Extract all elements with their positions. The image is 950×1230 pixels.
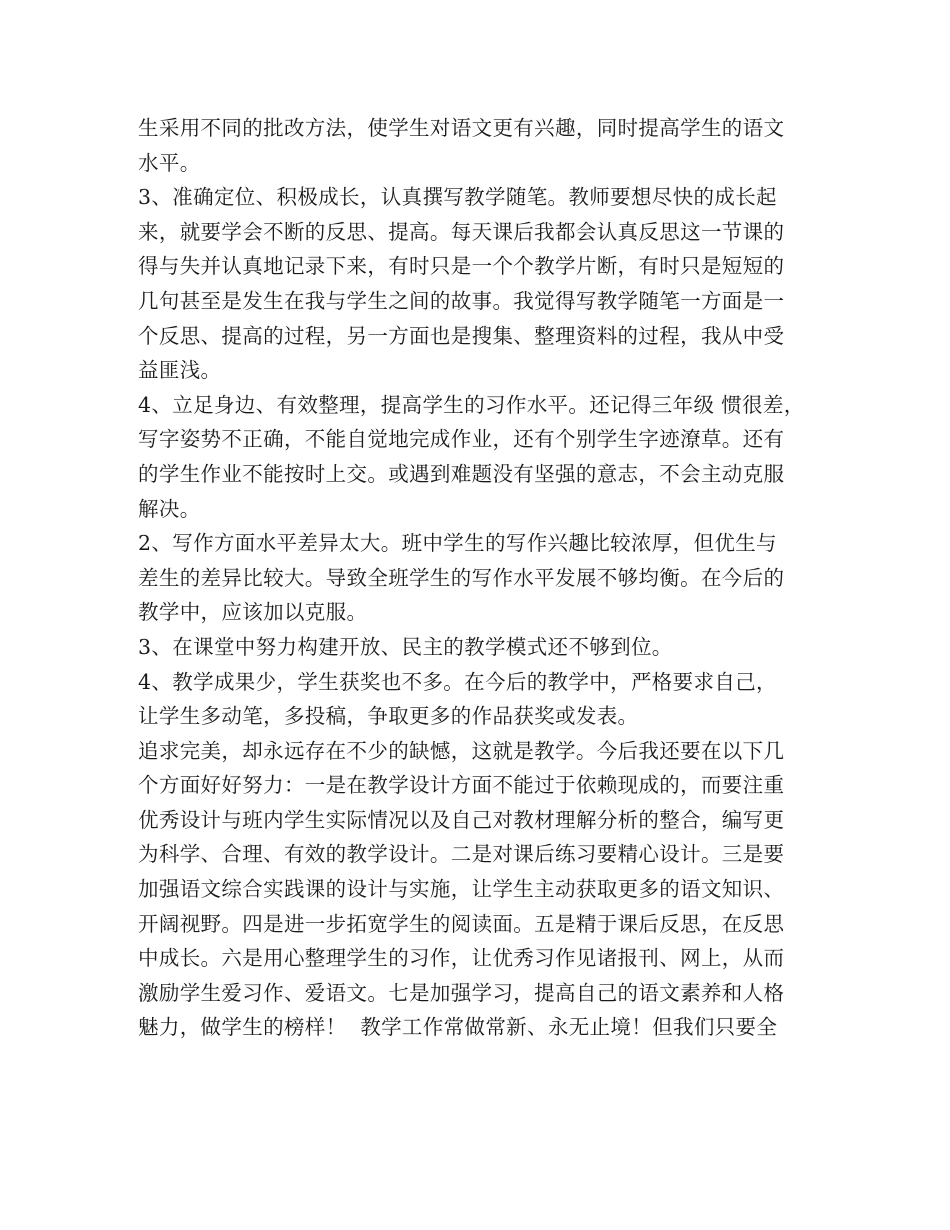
text-line: 优秀设计与班内学生实际情况以及自己对教材理解分析的整合，编写更	[138, 807, 785, 832]
text-line: 得与失并认真地记录下来，有时只是一个个教学片断，有时只是短短的	[138, 254, 785, 279]
text-line: 为科学、合理、有效的教学设计。二是对课后练习要精心设计。三是要	[138, 842, 785, 867]
text-line: 追求完美，却永远存在不少的缺憾，这就是教学。今后我还要在以下几	[138, 738, 785, 763]
text-line: 差生的差异比较大。导致全班学生的写作水平发展不够均衡。在今后的	[138, 565, 785, 590]
text-line: 2、写作方面水平差异太大。班中学生的写作兴趣比较浓厚，但优生与	[138, 531, 777, 556]
text-line: 魅力，做学生的榜样！ 教学工作常做常新、永无止境！但我们只要全	[138, 1015, 778, 1040]
text-line: 开阔视野。四是进一步拓宽学生的阅读面。五是精于课后反思，在反思	[138, 911, 785, 936]
text-line: 教学中，应该加以克服。	[138, 600, 368, 625]
text-line: 中成长。六是用心整理学生的习作，让优秀习作见诸报刊、网上，从而	[138, 946, 785, 971]
text-line: 3、在课堂中努力构建开放、民主的教学模式还不够到位。	[138, 634, 673, 659]
text-line: 益匪浅。	[138, 358, 222, 383]
text-line: 的学生作业不能按时上交。或遇到难题没有坚强的意志，不会主动克服	[138, 461, 785, 486]
text-line: 激励学生爱习作、爱语文。七是加强学习，提高自己的语文素养和人格	[138, 980, 785, 1005]
text-line: 几句甚至是发生在我与学生之间的故事。我觉得写教学随笔一方面是一	[138, 288, 785, 313]
text-line: 3、准确定位、积极成长，认真撰写教学随笔。教师要想尽快的成长起	[138, 185, 777, 210]
text-line: 4、立足身边、有效整理，提高学生的习作水平。还记得三年级 惯很差，	[138, 392, 805, 417]
text-line: 个方面好好努力：一是在教学设计方面不能过于依赖现成的，而要注重	[138, 773, 785, 798]
text-line: 让学生多动笔，多投稿，争取更多的作品获奖或发表。	[138, 704, 639, 729]
text-line: 个反思、提高的过程，另一方面也是搜集、整理资料的过程，我从中受	[138, 323, 785, 348]
text-line: 加强语文综合实践课的设计与实施，让学生主动获取更多的语文知识、	[138, 877, 785, 902]
text-line: 水平。	[138, 150, 201, 175]
text-line: 解决。	[138, 496, 201, 521]
body-text	[138, 111, 818, 1045]
text-line: 生采用不同的批改方法，使学生对语文更有兴趣，同时提高学生的语文	[138, 116, 785, 140]
text-line: 写字姿势不正确，不能自觉地完成作业，还有个别学生字迹潦草。还有	[138, 427, 785, 452]
text-line: 4、教学成果少，学生获奖也不多。在今后的教学中，严格要求自己，	[138, 669, 777, 694]
text-line: 来，就要学会不断的反思、提高。每天课后我都会认真反思这一节课的	[138, 219, 785, 244]
